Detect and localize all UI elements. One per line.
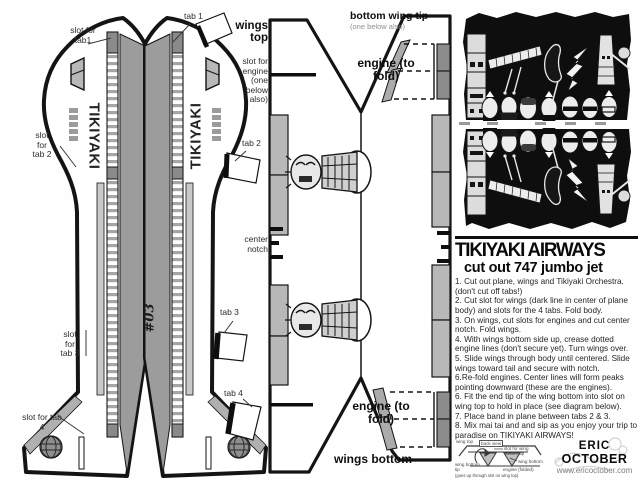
- bottom-wing-tip-note: (one below also): [350, 21, 406, 31]
- label-slot-for-tab2: slot for tab 2: [32, 130, 52, 160]
- credit-name-line1: ERIC: [578, 440, 611, 452]
- credit-logo: [549, 441, 640, 475]
- tab-3-shape: [216, 332, 247, 361]
- step-6b: 6. Fit the end tip of the wing bottom into slot on wing top to hold in place (see diagram below).: [455, 392, 625, 411]
- diagram-label-engine-folded: engine (folded): [503, 467, 534, 472]
- label-center-notch: center notch: [244, 234, 268, 254]
- diagram-label-wing-top: wing top: [456, 439, 474, 444]
- diagram-label-tip-note: (goes up through slot on wing top): [455, 473, 519, 478]
- tiki-engine-figure-1: [285, 151, 371, 193]
- engine-slot-line-top: [270, 73, 316, 77]
- label-wings-top: wings top: [235, 20, 268, 45]
- credit-name-line2: OCTOBER: [561, 451, 628, 466]
- step-1: 1. Cut out plane, wings and Tikiyaki Orchestra. (don't cut off tabs!): [455, 277, 624, 296]
- step-2: 2. Cut slot for wings (dark line in center of plane body) and slots for the 4 tabs. Fold body.: [455, 296, 628, 316]
- plane-number-marking: #03: [142, 303, 158, 333]
- airline-name-left: TIKIYAKI: [85, 102, 103, 170]
- step-4: 4. With wings bottom side up, crease dotted engine lines (don't secure yet). Turn wings over.: [455, 334, 629, 354]
- fold-dashes: [459, 122, 606, 125]
- instructions-panel: [455, 236, 638, 440]
- tab-2-shape: [225, 153, 260, 183]
- label-slot-for-tab1: slot for tab1: [70, 25, 96, 45]
- label-slot-for-tab4: slot for tab 4: [22, 412, 62, 432]
- instruction-steps: [455, 277, 638, 440]
- body-half-left: [24, 18, 145, 476]
- label-bottom-wing-tip: [350, 11, 460, 31]
- label-tab2: tab 2: [242, 138, 261, 148]
- step-3: 3. On wings, cut slots for engines and cut center notch. Fold wings.: [455, 315, 630, 335]
- label-tab3: tab 3: [220, 307, 239, 317]
- credit-website: www.ericoctober.com: [556, 466, 633, 475]
- step-5: 5. Slide wings through body until centered. Slide wings toward tail and secure with notch.: [455, 354, 630, 373]
- label-tab4: tab 4: [224, 388, 243, 398]
- airline-name-right: TIKIYAKI: [187, 102, 205, 170]
- diagram-label-wing-bottom-tip: wing bottom tip: [455, 462, 480, 473]
- label-engine-to-fold-bottom: engine (to fold): [352, 399, 410, 427]
- step-6a: 6.Re-fold engines. Center lines will form peaks pointing downward (these are the engines).: [455, 373, 624, 392]
- diagram-label-back-view: back view: [481, 441, 502, 446]
- label-tab1: tab 1: [184, 11, 203, 21]
- sheet-subtitle: cut out 747 jumbo jet: [464, 259, 603, 276]
- airline-title: TIKIYAKI AIRWAYS: [455, 239, 605, 261]
- diagram-label-slot: slot for wing bottom tip: [504, 446, 529, 457]
- tiki-engine-figure-2: [285, 299, 371, 341]
- tikiyaki-orchestra-illustration: [459, 12, 631, 229]
- diagram-label-wing-bottom: wing bottom: [518, 459, 543, 464]
- label-engine-to-fold-top: engine (to fold): [357, 56, 415, 84]
- conga-drum: [597, 164, 615, 214]
- label-slot-for-engine: slot for engine (one below also): [242, 56, 268, 105]
- step-8: 8. Mix mai tai and and sip as you enjoy your trip to paradise on TIKIYAKI AIRWAYS!: [455, 421, 638, 440]
- engine-slot-line-bottom: [270, 403, 313, 407]
- step-7: 7. Place band in plane between tabs 2 & 3.: [455, 411, 611, 421]
- label-wings-bottom: wings bottom: [334, 452, 412, 466]
- bottom-wing-tip-text: bottom wing tip: [350, 10, 429, 22]
- label-slot-for-tab3: slot for tab 3: [60, 329, 80, 359]
